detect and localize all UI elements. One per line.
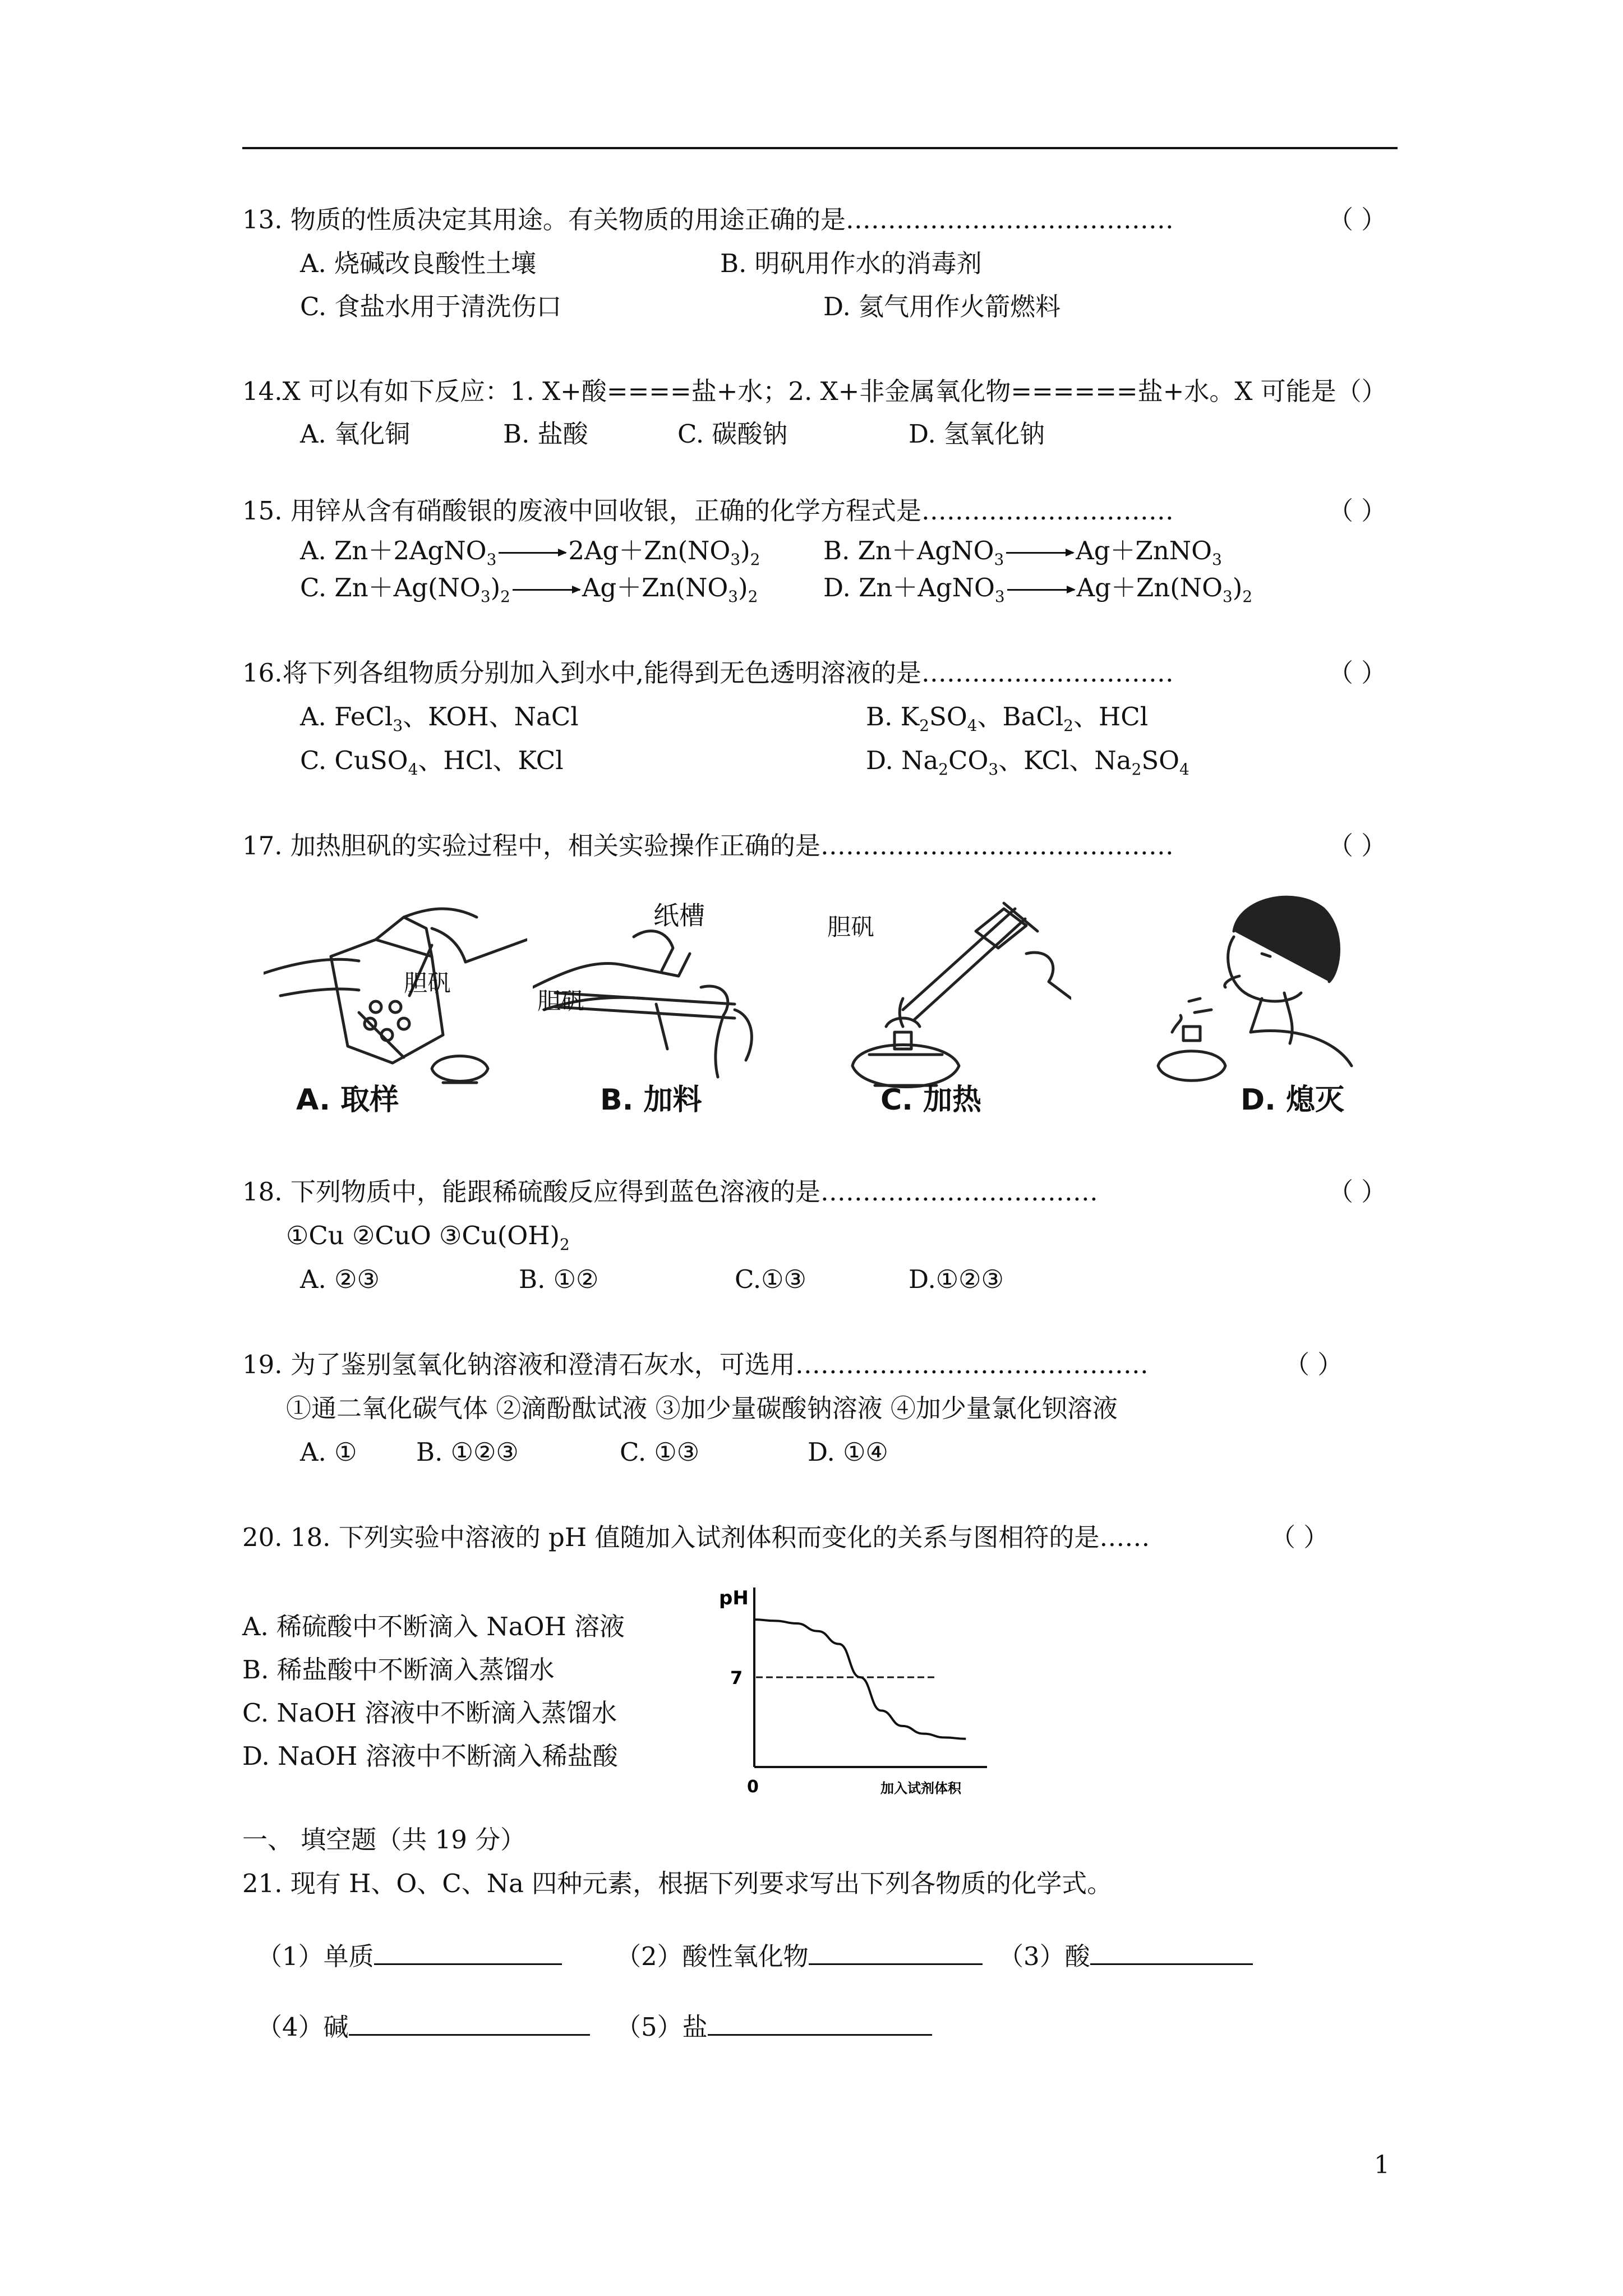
ph7-tick-label: 7 [730, 1667, 743, 1688]
q17-tag-danfan-a: 胆矾 [404, 969, 451, 997]
reaction-arrow [1007, 589, 1075, 591]
q19-option-d: D. ①④ [808, 1437, 888, 1467]
q14-stem: 14.X 可以有如下反应：1. X+酸====盐+水；2. X+非金属氧化物======盐+水。X 可能是（） [242, 376, 1387, 406]
q18-option-b: B. ①② [519, 1264, 599, 1294]
q21-item-3: （3）酸 [998, 1941, 1253, 1972]
header-rule [242, 147, 1398, 149]
q18-paren: （ ） [1328, 1177, 1387, 1207]
q17-tag-zhicao: 纸槽 [653, 900, 705, 931]
ph-curve [754, 1619, 966, 1739]
q18-option-a: A. ②③ [300, 1264, 380, 1294]
q18-option-c: C.①③ [735, 1264, 806, 1294]
q17-figure-d-extinguishing [1150, 886, 1357, 1088]
q15-option-d: D. Zn＋AgNO$_3$ $Ag+Zn(NO_3)_2$ [823, 573, 1253, 606]
q15-paren: （ ） [1328, 496, 1387, 526]
q13-paren: （ ） [1328, 205, 1387, 234]
q14-option-c: C. 碳酸钠 [677, 419, 788, 449]
q20-option-c: C. NaOH 溶液中不断滴入蒸馏水 [242, 1698, 617, 1728]
reaction-arrow [513, 589, 580, 591]
q14-option-b: B. 盐酸 [503, 419, 588, 449]
q21-item-4: （4）碱 [257, 2012, 590, 2043]
q20-option-a: A. 稀硫酸中不断滴入 NaOH 溶液 [242, 1612, 625, 1641]
q16-stem: 16.将下列各组物质分别加入到水中,能得到无色透明溶液的是………………………… [242, 658, 1174, 688]
q20-option-b: B. 稀盐酸中不断滴入蒸馏水 [242, 1655, 555, 1685]
q13-option-d: D. 氦气用作火箭燃料 [823, 292, 1061, 321]
q17-label-a: A. 取样 [296, 1083, 399, 1117]
q19-items: ①通二氧化碳气体 ②滴酚酞试液 ③加少量碳酸钠溶液 ④加少量氯化钡溶液 [286, 1393, 1118, 1423]
q14-option-d: D. 氢氧化钠 [909, 419, 1045, 449]
q17-figure-a-sampling [264, 895, 527, 1097]
q19-option-c: C. ①③ [620, 1437, 700, 1467]
q21-item-5: （5）盐 [616, 2012, 932, 2043]
q21-stem: 21. 现有 H、O、C、Na 四种元素，根据下列要求写出下列各物质的化学式。 [242, 1869, 1113, 1898]
q16-option-b: B. $K_2SO_4$、BaCl$_2$、HCl [866, 702, 1149, 735]
q17-label-d: D. 熄灭 [1241, 1083, 1345, 1117]
q17-paren: （ ） [1328, 831, 1387, 861]
answer-blank-3[interactable] [1090, 1941, 1253, 1965]
q17-tag-danfan-b: 胆矾 [537, 987, 585, 1015]
x-axis-label: 加入试剂体积 [880, 1780, 961, 1796]
q13-option-c: C. 食盐水用于清洗伤口 [300, 292, 562, 321]
q18-option-d: D.①②③ [909, 1264, 1004, 1294]
q15-option-a: A. Zn＋2AgNO$_3$ $2Ag+Zn(NO_3)_2$ [300, 536, 760, 569]
q17-stem: 17. 加热胆矾的实验过程中，相关实验操作正确的是…………………………………… [242, 831, 1174, 861]
q16-option-a: A. FeCl$_3$、KOH、NaCl [300, 702, 579, 735]
q19-paren: （ ） [1284, 1350, 1343, 1379]
q16-paren: （ ） [1328, 658, 1387, 688]
reaction-arrow [1006, 552, 1073, 554]
q20-paren: （ ） [1270, 1522, 1329, 1552]
q18-items: ①Cu ②CuO $③Cu(OH)_2$ [286, 1221, 570, 1254]
origin-label: 0 [747, 1777, 759, 1797]
q15-option-b: B. Zn＋AgNO$_3$ Ag＋ZnNO$_3$ [823, 536, 1222, 569]
answer-blank-2[interactable] [809, 1941, 983, 1965]
q16-option-d: D. $Na_2CO_3$、KCl、$Na_2SO_4$ [866, 746, 1189, 779]
q17-label-c: C. 加热 [880, 1083, 982, 1117]
page-number: 1 [1374, 2151, 1390, 2179]
q18-stem: 18. 下列物质中，能跟稀硫酸反应得到蓝色溶液的是…………………………… [242, 1177, 1098, 1207]
q20-option-d: D. NaOH 溶液中不断滴入稀盐酸 [242, 1741, 618, 1771]
q19-option-a: A. ① [300, 1437, 357, 1467]
q13-option-a: A. 烧碱改良酸性土壤 [300, 249, 537, 278]
q15-stem: 15. 用锌从含有硝酸银的废液中回收银，正确的化学方程式是………………………… [242, 496, 1174, 526]
reaction-arrow [499, 552, 566, 554]
answer-blank-4[interactable] [349, 2012, 590, 2036]
q19-option-b: B. ①②③ [416, 1437, 519, 1467]
q21-item-1: （1）单质 [257, 1941, 562, 1972]
q20-stem: 20. 18. 下列实验中溶液的 pH 值随加入试剂体积而变化的关系与图相符的是…… [242, 1522, 1150, 1552]
q17-label-b: B. 加料 [600, 1083, 702, 1117]
q19-stem: 19. 为了鉴别氢氧化钠溶液和澄清石灰水，可选用…………………………………… [242, 1350, 1149, 1379]
y-axis-label: pH [719, 1587, 749, 1609]
answer-blank-1[interactable] [374, 1941, 562, 1965]
q14-option-a: A. 氧化铜 [300, 419, 411, 449]
q16-option-c: C. CuSO$_4$、HCl、KCl [300, 746, 564, 779]
section-title: 一、 填空题（共 19 分） [242, 1825, 526, 1855]
q15-option-c: C. $Zn+Ag(NO_3)_2$ $Ag+Zn(NO_3)_2$ [300, 573, 758, 606]
q13-option-b: B. 明矾用作水的消毒剂 [720, 249, 982, 278]
ph-chart [707, 1576, 998, 1801]
q13-stem: 13. 物质的性质决定其用途。有关物质的用途正确的是………………………………… [242, 205, 1174, 234]
q21-item-2: （2）酸性氧化物 [616, 1941, 983, 1972]
q17-tag-danfan-c: 胆矾 [827, 913, 875, 941]
answer-blank-5[interactable] [708, 2012, 932, 2036]
